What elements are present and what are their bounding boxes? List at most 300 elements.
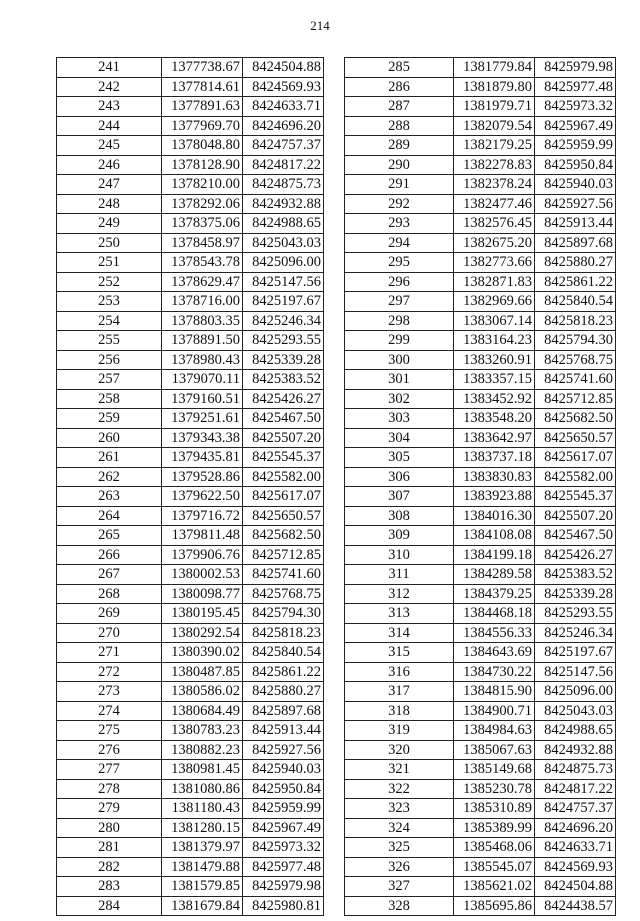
y-coordinate-cell: 8425617.07	[243, 487, 324, 507]
y-coordinate-cell: 8425913.44	[243, 721, 324, 741]
point-number-cell: 242	[57, 77, 162, 97]
table-row	[57, 506, 324, 526]
y-coordinate-cell: 8424696.20	[535, 818, 616, 838]
x-coordinate-cell: 1378458.97	[162, 233, 243, 253]
page-number: 214	[310, 18, 330, 33]
point-number-cell: 317	[345, 682, 454, 702]
point-number-cell: 273	[57, 682, 162, 702]
x-coordinate-cell: 1382079.54	[454, 116, 535, 136]
x-coordinate-cell: 1378980.43	[162, 350, 243, 370]
y-coordinate-cell: 8425712.85	[243, 545, 324, 565]
table-row	[345, 97, 616, 117]
y-coordinate-cell: 8425383.52	[243, 370, 324, 390]
x-coordinate-cell: 1379716.72	[162, 506, 243, 526]
y-coordinate-cell: 8425979.98	[243, 877, 324, 897]
point-number-cell: 298	[345, 311, 454, 331]
x-coordinate-cell: 1378292.06	[162, 194, 243, 214]
x-coordinate-cell: 1379070.11	[162, 370, 243, 390]
y-coordinate-cell: 8425768.75	[243, 584, 324, 604]
point-number-cell: 311	[345, 565, 454, 585]
table-row	[345, 58, 616, 78]
point-number-cell: 314	[345, 623, 454, 643]
y-coordinate-cell: 8425147.56	[243, 272, 324, 292]
point-number-cell: 258	[57, 389, 162, 409]
x-coordinate-cell: 1383260.91	[454, 350, 535, 370]
y-coordinate-cell: 8424504.88	[535, 877, 616, 897]
x-coordinate-cell: 1382477.46	[454, 194, 535, 214]
point-number-cell: 250	[57, 233, 162, 253]
point-number-cell: 310	[345, 545, 454, 565]
table-row	[57, 136, 324, 156]
point-number-cell: 279	[57, 799, 162, 819]
y-coordinate-cell: 8425197.67	[243, 292, 324, 312]
y-coordinate-cell: 8425818.23	[535, 311, 616, 331]
table-row	[345, 448, 616, 468]
point-number-cell: 307	[345, 487, 454, 507]
x-coordinate-cell: 1380390.02	[162, 643, 243, 663]
y-coordinate-cell: 8425545.37	[243, 448, 324, 468]
x-coordinate-cell: 1384468.18	[454, 604, 535, 624]
point-number-cell: 301	[345, 370, 454, 390]
table-row	[57, 194, 324, 214]
y-coordinate-cell: 8425147.56	[535, 662, 616, 682]
y-coordinate-cell: 8424569.93	[535, 857, 616, 877]
y-coordinate-cell: 8425712.85	[535, 389, 616, 409]
x-coordinate-cell: 1380684.49	[162, 701, 243, 721]
y-coordinate-cell: 8425293.55	[243, 331, 324, 351]
table-row	[57, 331, 324, 351]
table-row	[57, 253, 324, 273]
point-number-cell: 297	[345, 292, 454, 312]
x-coordinate-cell: 1379343.38	[162, 428, 243, 448]
point-number-cell: 287	[345, 97, 454, 117]
point-number-cell: 324	[345, 818, 454, 838]
y-coordinate-cell: 8425913.44	[535, 214, 616, 234]
table-row	[345, 214, 616, 234]
table-row	[345, 136, 616, 156]
x-coordinate-cell: 1381679.84	[162, 896, 243, 916]
x-coordinate-cell: 1378629.47	[162, 272, 243, 292]
x-coordinate-cell: 1381779.84	[454, 58, 535, 78]
y-coordinate-cell: 8425467.50	[535, 526, 616, 546]
x-coordinate-cell: 1377814.61	[162, 77, 243, 97]
x-coordinate-cell: 1382576.45	[454, 214, 535, 234]
point-number-cell: 305	[345, 448, 454, 468]
point-number-cell: 248	[57, 194, 162, 214]
x-coordinate-cell: 1384900.71	[454, 701, 535, 721]
table-row	[345, 467, 616, 487]
y-coordinate-cell: 8425741.60	[535, 370, 616, 390]
table-row	[57, 389, 324, 409]
y-coordinate-cell: 8424696.20	[243, 116, 324, 136]
point-number-cell: 277	[57, 760, 162, 780]
y-coordinate-cell: 8424817.22	[535, 779, 616, 799]
point-number-cell: 308	[345, 506, 454, 526]
table-row	[345, 272, 616, 292]
table-row	[345, 175, 616, 195]
point-number-cell: 312	[345, 584, 454, 604]
x-coordinate-cell: 1384289.58	[454, 565, 535, 585]
x-coordinate-cell: 1385310.89	[454, 799, 535, 819]
table-row	[345, 779, 616, 799]
table-row	[57, 448, 324, 468]
table-row	[57, 311, 324, 331]
y-coordinate-cell: 8424932.88	[535, 740, 616, 760]
table-row	[345, 292, 616, 312]
point-number-cell: 284	[57, 896, 162, 916]
point-number-cell: 280	[57, 818, 162, 838]
point-number-cell: 286	[345, 77, 454, 97]
y-coordinate-cell: 8425650.57	[243, 506, 324, 526]
point-number-cell: 318	[345, 701, 454, 721]
table-row	[57, 565, 324, 585]
table-row	[57, 799, 324, 819]
x-coordinate-cell: 1385695.86	[454, 896, 535, 916]
x-coordinate-cell: 1382969.66	[454, 292, 535, 312]
point-number-cell: 319	[345, 721, 454, 741]
x-coordinate-cell: 1384556.33	[454, 623, 535, 643]
x-coordinate-cell: 1385149.68	[454, 760, 535, 780]
x-coordinate-cell: 1385230.78	[454, 779, 535, 799]
y-coordinate-cell: 8425339.28	[535, 584, 616, 604]
x-coordinate-cell: 1383548.20	[454, 409, 535, 429]
table-row	[57, 272, 324, 292]
y-coordinate-cell: 8425880.27	[535, 253, 616, 273]
table-row	[57, 155, 324, 175]
y-coordinate-cell: 8425582.00	[535, 467, 616, 487]
table-row	[57, 116, 324, 136]
point-number-cell: 261	[57, 448, 162, 468]
x-coordinate-cell: 1377891.63	[162, 97, 243, 117]
point-number-cell: 296	[345, 272, 454, 292]
y-coordinate-cell: 8425043.03	[535, 701, 616, 721]
y-coordinate-cell: 8425979.98	[535, 58, 616, 78]
point-number-cell: 243	[57, 97, 162, 117]
y-coordinate-cell: 8425467.50	[243, 409, 324, 429]
x-coordinate-cell: 1384730.22	[454, 662, 535, 682]
coordinates-table-right	[344, 57, 616, 916]
x-coordinate-cell: 1384379.25	[454, 584, 535, 604]
y-coordinate-cell: 8425246.34	[535, 623, 616, 643]
table-row	[345, 116, 616, 136]
table-row	[345, 350, 616, 370]
y-coordinate-cell: 8424988.65	[535, 721, 616, 741]
x-coordinate-cell: 1384016.30	[454, 506, 535, 526]
y-coordinate-cell: 8425246.34	[243, 311, 324, 331]
y-coordinate-cell: 8425861.22	[535, 272, 616, 292]
table-row	[345, 389, 616, 409]
x-coordinate-cell: 1384815.90	[454, 682, 535, 702]
point-number-cell: 321	[345, 760, 454, 780]
y-coordinate-cell: 8425794.30	[535, 331, 616, 351]
y-coordinate-cell: 8425197.67	[535, 643, 616, 663]
point-number-cell: 281	[57, 838, 162, 858]
point-number-cell: 292	[345, 194, 454, 214]
y-coordinate-cell: 8424633.71	[535, 838, 616, 858]
y-coordinate-cell: 8425426.27	[243, 389, 324, 409]
point-number-cell: 241	[57, 58, 162, 78]
y-coordinate-cell: 8424817.22	[243, 155, 324, 175]
table-row	[57, 682, 324, 702]
table-row	[57, 370, 324, 390]
point-number-cell: 252	[57, 272, 162, 292]
point-number-cell: 245	[57, 136, 162, 156]
y-coordinate-cell: 8425959.99	[243, 799, 324, 819]
table-row	[345, 799, 616, 819]
y-coordinate-cell: 8425818.23	[243, 623, 324, 643]
table-row	[345, 896, 616, 916]
table-row	[345, 487, 616, 507]
x-coordinate-cell: 1383067.14	[454, 311, 535, 331]
y-coordinate-cell: 8425861.22	[243, 662, 324, 682]
x-coordinate-cell: 1379160.51	[162, 389, 243, 409]
table-row	[345, 506, 616, 526]
x-coordinate-cell: 1379811.48	[162, 526, 243, 546]
table-row	[345, 194, 616, 214]
table-row	[345, 311, 616, 331]
y-coordinate-cell: 8425940.03	[535, 175, 616, 195]
point-number-cell: 316	[345, 662, 454, 682]
table-row	[57, 818, 324, 838]
point-number-cell: 255	[57, 331, 162, 351]
point-number-cell: 275	[57, 721, 162, 741]
y-coordinate-cell: 8424504.88	[243, 58, 324, 78]
x-coordinate-cell: 1380098.77	[162, 584, 243, 604]
x-coordinate-cell: 1383737.18	[454, 448, 535, 468]
x-coordinate-cell: 1378891.50	[162, 331, 243, 351]
x-coordinate-cell: 1380783.23	[162, 721, 243, 741]
point-number-cell: 302	[345, 389, 454, 409]
point-number-cell: 295	[345, 253, 454, 273]
y-coordinate-cell: 8425927.56	[243, 740, 324, 760]
point-number-cell: 294	[345, 233, 454, 253]
point-number-cell: 283	[57, 877, 162, 897]
point-number-cell: 251	[57, 253, 162, 273]
y-coordinate-cell: 8425768.75	[535, 350, 616, 370]
y-coordinate-cell: 8425650.57	[535, 428, 616, 448]
y-coordinate-cell: 8424875.73	[243, 175, 324, 195]
y-coordinate-cell: 8425840.54	[243, 643, 324, 663]
x-coordinate-cell: 1381579.85	[162, 877, 243, 897]
y-coordinate-cell: 8424875.73	[535, 760, 616, 780]
table-row	[57, 760, 324, 780]
y-coordinate-cell: 8425096.00	[535, 682, 616, 702]
x-coordinate-cell: 1380586.02	[162, 682, 243, 702]
x-coordinate-cell: 1383642.97	[454, 428, 535, 448]
x-coordinate-cell: 1381280.15	[162, 818, 243, 838]
table-row	[345, 155, 616, 175]
x-coordinate-cell: 1381879.80	[454, 77, 535, 97]
x-coordinate-cell: 1380195.45	[162, 604, 243, 624]
point-number-cell: 254	[57, 311, 162, 331]
x-coordinate-cell: 1377738.67	[162, 58, 243, 78]
y-coordinate-cell: 8424988.65	[243, 214, 324, 234]
point-number-cell: 257	[57, 370, 162, 390]
y-coordinate-cell: 8425973.32	[535, 97, 616, 117]
x-coordinate-cell: 1382773.66	[454, 253, 535, 273]
table-row	[345, 760, 616, 780]
point-number-cell: 291	[345, 175, 454, 195]
table-row	[345, 565, 616, 585]
y-coordinate-cell: 8425927.56	[535, 194, 616, 214]
table-row	[57, 428, 324, 448]
table-row	[345, 409, 616, 429]
x-coordinate-cell: 1385468.06	[454, 838, 535, 858]
table-row	[57, 857, 324, 877]
table-row	[57, 896, 324, 916]
table-row	[57, 623, 324, 643]
table-row	[345, 740, 616, 760]
table-row	[57, 604, 324, 624]
point-number-cell: 247	[57, 175, 162, 195]
x-coordinate-cell: 1379622.50	[162, 487, 243, 507]
point-number-cell: 282	[57, 857, 162, 877]
point-number-cell: 249	[57, 214, 162, 234]
point-number-cell: 303	[345, 409, 454, 429]
table-row	[57, 740, 324, 760]
table-row	[345, 877, 616, 897]
table-row	[57, 487, 324, 507]
x-coordinate-cell: 1383357.15	[454, 370, 535, 390]
x-coordinate-cell: 1378128.90	[162, 155, 243, 175]
table-row	[345, 253, 616, 273]
x-coordinate-cell: 1379906.76	[162, 545, 243, 565]
y-coordinate-cell: 8425950.84	[535, 155, 616, 175]
y-coordinate-cell: 8425293.55	[535, 604, 616, 624]
x-coordinate-cell: 1378210.00	[162, 175, 243, 195]
y-coordinate-cell: 8425967.49	[243, 818, 324, 838]
x-coordinate-cell: 1384108.08	[454, 526, 535, 546]
x-coordinate-cell: 1383923.88	[454, 487, 535, 507]
point-number-cell: 265	[57, 526, 162, 546]
point-number-cell: 322	[345, 779, 454, 799]
point-number-cell: 276	[57, 740, 162, 760]
point-number-cell: 325	[345, 838, 454, 858]
y-coordinate-cell: 8425582.00	[243, 467, 324, 487]
table-row	[57, 838, 324, 858]
y-coordinate-cell: 8425339.28	[243, 350, 324, 370]
y-coordinate-cell: 8425959.99	[535, 136, 616, 156]
x-coordinate-cell: 1381080.86	[162, 779, 243, 799]
table-row	[345, 584, 616, 604]
table-row	[345, 682, 616, 702]
point-number-cell: 263	[57, 487, 162, 507]
x-coordinate-cell: 1385067.63	[454, 740, 535, 760]
x-coordinate-cell: 1379435.81	[162, 448, 243, 468]
table-row	[57, 721, 324, 741]
point-number-cell: 304	[345, 428, 454, 448]
y-coordinate-cell: 8424633.71	[243, 97, 324, 117]
table-row	[345, 77, 616, 97]
table-row	[345, 721, 616, 741]
point-number-cell: 313	[345, 604, 454, 624]
x-coordinate-cell: 1378048.80	[162, 136, 243, 156]
table-row	[57, 779, 324, 799]
point-number-cell: 266	[57, 545, 162, 565]
x-coordinate-cell: 1378716.00	[162, 292, 243, 312]
x-coordinate-cell: 1384643.69	[454, 643, 535, 663]
point-number-cell: 309	[345, 526, 454, 546]
x-coordinate-cell: 1380981.45	[162, 760, 243, 780]
x-coordinate-cell: 1382179.25	[454, 136, 535, 156]
table-row	[57, 292, 324, 312]
x-coordinate-cell: 1382378.24	[454, 175, 535, 195]
point-number-cell: 320	[345, 740, 454, 760]
y-coordinate-cell: 8424569.93	[243, 77, 324, 97]
y-coordinate-cell: 8425507.20	[535, 506, 616, 526]
y-coordinate-cell: 8425507.20	[243, 428, 324, 448]
x-coordinate-cell: 1384199.18	[454, 545, 535, 565]
table-row	[57, 77, 324, 97]
table-row	[57, 526, 324, 546]
x-coordinate-cell: 1381180.43	[162, 799, 243, 819]
table-row	[57, 467, 324, 487]
y-coordinate-cell: 8425880.27	[243, 682, 324, 702]
x-coordinate-cell: 1378543.78	[162, 253, 243, 273]
point-number-cell: 259	[57, 409, 162, 429]
point-number-cell: 278	[57, 779, 162, 799]
y-coordinate-cell: 8425383.52	[535, 565, 616, 585]
table-row	[57, 350, 324, 370]
point-number-cell: 306	[345, 467, 454, 487]
point-number-cell: 269	[57, 604, 162, 624]
point-number-cell: 326	[345, 857, 454, 877]
table-row	[345, 428, 616, 448]
x-coordinate-cell: 1382675.20	[454, 233, 535, 253]
x-coordinate-cell: 1383164.23	[454, 331, 535, 351]
point-number-cell: 288	[345, 116, 454, 136]
point-number-cell: 300	[345, 350, 454, 370]
table-row	[345, 545, 616, 565]
point-number-cell: 274	[57, 701, 162, 721]
x-coordinate-cell: 1382278.83	[454, 155, 535, 175]
table-row	[345, 370, 616, 390]
table-row	[345, 526, 616, 546]
point-number-cell: 315	[345, 643, 454, 663]
point-number-cell: 293	[345, 214, 454, 234]
table-row	[345, 623, 616, 643]
point-number-cell: 270	[57, 623, 162, 643]
y-coordinate-cell: 8424438.57	[535, 896, 616, 916]
point-number-cell: 262	[57, 467, 162, 487]
point-number-cell: 328	[345, 896, 454, 916]
point-number-cell: 299	[345, 331, 454, 351]
y-coordinate-cell: 8425977.48	[535, 77, 616, 97]
table-row	[345, 233, 616, 253]
table-row	[57, 701, 324, 721]
x-coordinate-cell: 1380292.54	[162, 623, 243, 643]
table-row	[57, 409, 324, 429]
y-coordinate-cell: 8425840.54	[535, 292, 616, 312]
point-number-cell: 268	[57, 584, 162, 604]
y-coordinate-cell: 8425967.49	[535, 116, 616, 136]
point-number-cell: 253	[57, 292, 162, 312]
y-coordinate-cell: 8425950.84	[243, 779, 324, 799]
table-row	[345, 838, 616, 858]
point-number-cell: 260	[57, 428, 162, 448]
y-coordinate-cell: 8425545.37	[535, 487, 616, 507]
y-coordinate-cell: 8425426.27	[535, 545, 616, 565]
table-row	[57, 662, 324, 682]
x-coordinate-cell: 1378803.35	[162, 311, 243, 331]
point-number-cell: 256	[57, 350, 162, 370]
point-number-cell: 289	[345, 136, 454, 156]
y-coordinate-cell: 8425682.50	[243, 526, 324, 546]
x-coordinate-cell: 1380487.85	[162, 662, 243, 682]
table-row	[345, 701, 616, 721]
point-number-cell: 271	[57, 643, 162, 663]
table-row	[57, 584, 324, 604]
